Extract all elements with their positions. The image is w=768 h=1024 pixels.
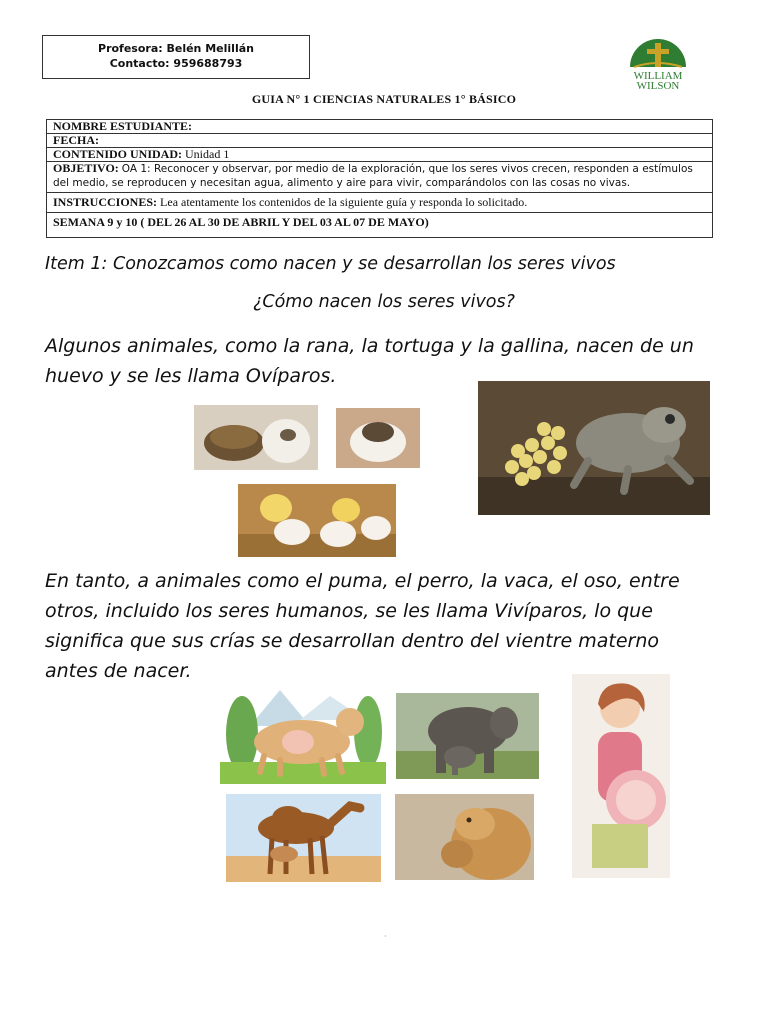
week-range: SEMANA 9 y 10 ( DEL 26 AL 30 DE ABRIL Y DEL 03 AL 07 DE MAYO) — [47, 213, 713, 238]
instructions-value: Lea atentamente los contenidos de la siguiente guía y responda lo solicitado. — [160, 195, 528, 209]
teacher-name: Profesora: Belén Melillán — [98, 42, 254, 55]
section-subtitle: ¿Cómo nacen los seres vivos? — [253, 292, 515, 312]
unit-label: CONTENIDO UNIDAD: — [53, 147, 183, 161]
oviparous-line-1: Algunos animales, como la rana, la tortuga y la gallina, nacen de un — [45, 335, 694, 357]
viviparous-line-3: significa que sus crías se desarrollan dentro del vientre materno — [45, 630, 660, 652]
viviparous-line-2: otros, incluido los seres humanos, se les llama Vivíparos, lo que — [45, 600, 653, 622]
viviparous-paragraph — [45, 566, 735, 686]
camels-image — [226, 794, 381, 882]
teacher-contact: Contacto: 959688793 — [109, 57, 243, 70]
guide-title: GUIA N° 1 CIENCIAS NATURALES 1° BÁSICO — [251, 92, 517, 106]
student-info-table — [46, 119, 713, 238]
elephants-image — [396, 693, 539, 779]
instructions-label: INSTRUCCIONES: — [53, 195, 158, 209]
logo-text-line2: WILSON — [636, 80, 680, 92]
page-dot: · — [384, 932, 387, 941]
turtle-hatching-image — [194, 405, 318, 470]
puma-womb-illustration — [220, 676, 386, 784]
frog-eggs-image — [478, 381, 710, 515]
teacher-info-box — [42, 35, 310, 79]
logo-text-line1: WILLIAM — [633, 70, 683, 82]
chicks-hatching-image — [238, 484, 396, 557]
student-name-label: NOMBRE ESTUDIANTE: — [47, 120, 713, 134]
school-logo — [622, 33, 694, 93]
oviparous-line-2: huevo y se les llama Ovíparos. — [45, 365, 337, 387]
turtle-egg-image — [336, 408, 420, 468]
item-title: Item 1: Conozcamos como nacen y se desarrollan los seres vivos — [45, 254, 616, 274]
objective-value: OA 1: Reconocer y observar, por medio de la exploración, que los seres vivos crecen, responden a estímulos del medio, se reproducen y necesitan agua, alimento y aire para vivir, comparándolos con las cosas no vivas. — [53, 163, 693, 189]
pregnant-woman-illustration — [572, 674, 670, 878]
unit-value: Unidad 1 — [185, 147, 230, 161]
viviparous-line-1: En tanto, a animales como el puma, el perro, la vaca, el oso, entre — [45, 570, 680, 592]
date-label: FECHA: — [47, 134, 713, 148]
viviparous-line-4: antes de nacer. — [45, 660, 192, 682]
lions-image — [395, 794, 534, 880]
objective-label: OBJETIVO: — [53, 161, 119, 175]
